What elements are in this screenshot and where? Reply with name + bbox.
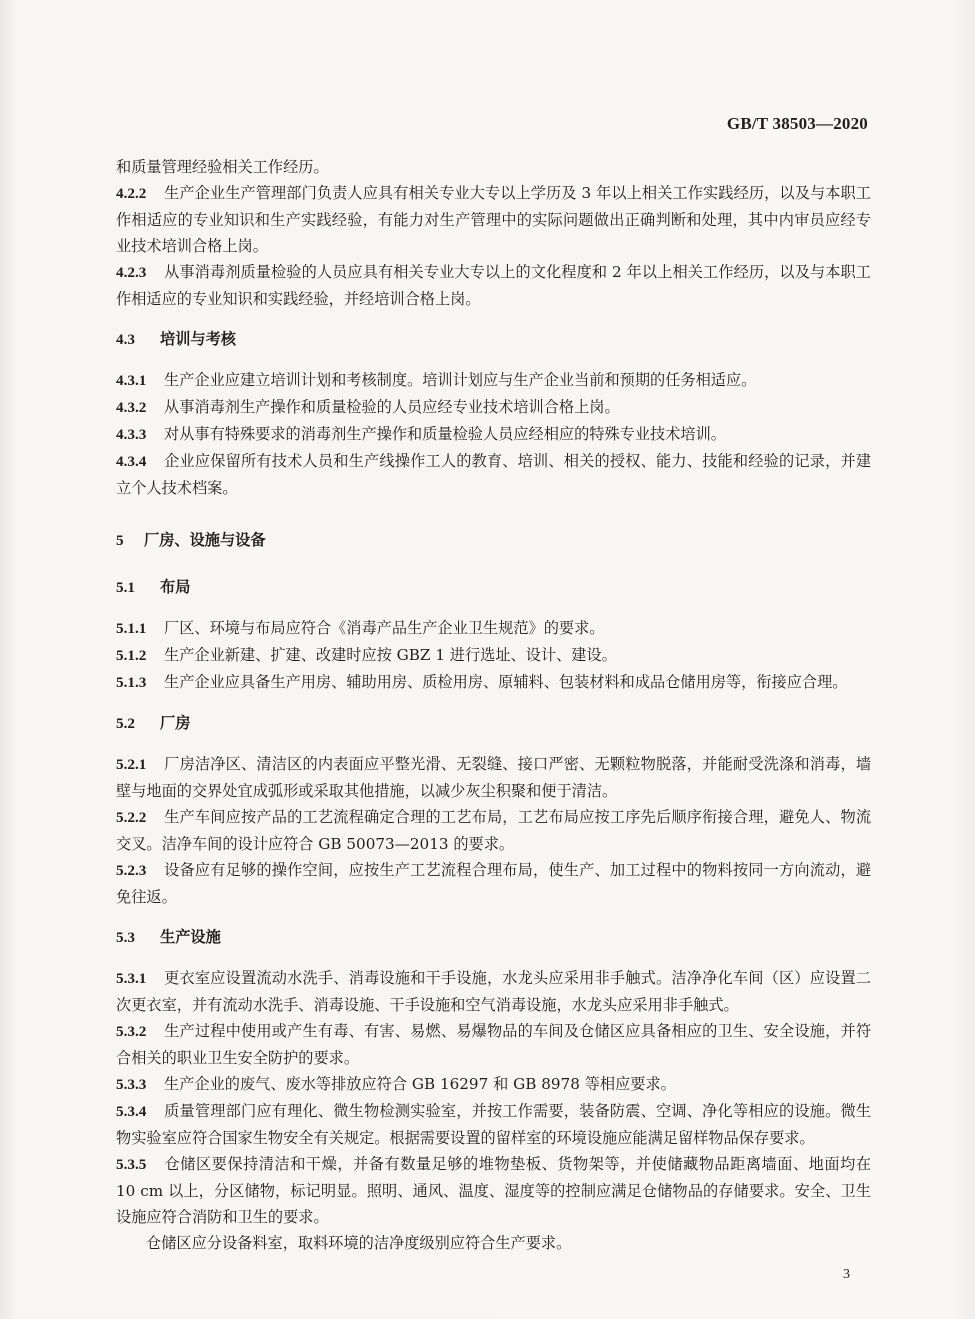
clause-text: 生产企业应具备生产用房、辅助用房、质检用房、原辅料、包装材料和成品仓储用房等，衔接应合理。	[164, 673, 848, 691]
clause-number: 5.2.3	[116, 862, 147, 879]
heading-5-3	[116, 924, 871, 951]
heading-5-2	[116, 710, 871, 737]
clause-number: 4.2.3	[116, 264, 147, 281]
heading-number: 5.2	[116, 715, 135, 732]
clause-number: 5.1.1	[116, 620, 147, 637]
clause-text: 厂房洁净区、清洁区的内表面应平整光滑、无裂缝、接口严密、无颗粒物脱落，并能耐受洗涤和消毒，墙壁与地面的交界处宜成弧形或采取其他措施，以减少灰尘积聚和便于清洁。	[116, 755, 871, 800]
clause-5-2-3	[116, 857, 871, 910]
clause-text: 生产企业的废气、废水等排放应符合 GB 16297 和 GB 8978 等相应要求。	[164, 1075, 676, 1093]
clause-5-1-1	[116, 615, 871, 642]
clause-text: 对从事有特殊要求的消毒剂生产操作和质量检验人员应经相应的特殊专业技术培训。	[164, 425, 726, 443]
standard-number-header: GB/T 38503—2020	[726, 114, 868, 133]
clause-5-2-2	[116, 804, 871, 857]
clause-number: 4.3.4	[116, 453, 147, 470]
clause-5-3-4	[116, 1098, 871, 1151]
clause-number: 4.2.2	[116, 185, 147, 202]
clause-text: 厂区、环境与布局应符合《消毒产品生产企业卫生规范》的要求。	[164, 619, 605, 637]
clause-4-3-2	[116, 394, 871, 421]
clause-5-2-1	[116, 751, 871, 804]
clause-4-3-4	[116, 448, 871, 501]
clause-4-2-3	[116, 259, 871, 312]
heading-number: 5.3	[116, 929, 135, 946]
clause-text: 更衣室应设置流动水洗手、消毒设施和干手设施，水龙头应采用非手触式。洁净净化车间（区）应设置二次更衣室，并有流动水洗手、消毒设施、干手设施和空气消毒设施，水龙头应采用非手触式。	[116, 969, 871, 1014]
clause-4-3-1	[116, 367, 871, 394]
heading-title: 布局	[160, 578, 191, 596]
clause-number: 4.3.1	[116, 372, 147, 389]
clause-text: 生产过程中使用或产生有毒、有害、易燃、易爆物品的车间及仓储区应具备相应的卫生、安全设施，并符合相关的职业卫生安全防护的要求。	[116, 1022, 871, 1067]
clause-4-2-2	[116, 180, 871, 259]
clause-number: 4.3.3	[116, 426, 147, 443]
clause-number: 5.2.1	[116, 756, 147, 773]
clause-5-3-1	[116, 965, 871, 1018]
clause-text: 生产车间应按产品的工艺流程确定合理的工艺布局，工艺布局应按工序先后顺序衔接合理，避免人、物流交叉。洁净车间的设计应符合 GB 50073—2013 的要求。	[116, 808, 871, 853]
heading-title: 生产设施	[160, 928, 221, 946]
clause-text: 生产企业生产管理部门负责人应具有相关专业大专以上学历及 3 年以上相关工作实践经历，以及与本职工作相适应的专业知识和生产实践经验，有能力对生产管理中的实际问题做出正确判断和处理，其中内审员应经专业技术培训合格上岗。	[116, 184, 871, 255]
heading-number: 5	[116, 532, 124, 549]
clause-text: 设备应有足够的操作空间，应按生产工艺流程合理布局，使生产、加工过程中的物料按同一方向流动，避免往返。	[116, 861, 871, 906]
heading-title: 厂房	[160, 714, 191, 732]
clause-number: 5.3.2	[116, 1023, 147, 1040]
clause-number: 5.3.4	[116, 1103, 147, 1120]
clause-text: 生产企业应建立培训计划和考核制度。培训计划应与生产企业当前和预期的任务相适应。	[164, 371, 757, 389]
clause-number: 5.1.3	[116, 674, 147, 691]
document-body	[116, 154, 871, 1256]
clause-number: 5.3.3	[116, 1076, 147, 1093]
heading-5-1	[116, 574, 871, 601]
clause-4-3-3	[116, 421, 871, 448]
clause-text: 从事消毒剂质量检验的人员应具有相关专业大专以上的文化程度和 2 年以上相关工作经历，以及与本职工作相适应的专业知识和实践经验，并经培训合格上岗。	[116, 263, 871, 308]
heading-title: 培训与考核	[160, 330, 236, 348]
clause-5-1-3	[116, 669, 871, 696]
heading-4-3	[116, 326, 871, 353]
clause-text: 质量管理部门应有理化、微生物检测实验室，并按工作需要，装备防震、空调、净化等相应的设施。微生物实验室应符合国家生物安全有关规定。根据需要设置的留样室的环境设施应能满足留样物品保存要求。	[116, 1102, 871, 1147]
clause-number: 5.1.2	[116, 647, 147, 664]
clause-text: 从事消毒剂生产操作和质量检验的人员应经专业技术培训合格上岗。	[164, 398, 620, 416]
heading-5	[116, 527, 871, 554]
page-number: 3	[843, 1267, 850, 1282]
clause-text: 仓储区要保持清洁和干燥，并备有数量足够的堆物垫板、货物架等，并使储藏物品距离墙面、地面均在 10 cm 以上，分区储物，标记明显。照明、通风、温度、湿度等的控制应满足仓储物品的存储要求。安全、卫生设施应符合消防和卫生的要求。	[116, 1155, 871, 1226]
clause-5-3-2	[116, 1018, 871, 1071]
clause-number: 5.2.2	[116, 809, 147, 826]
clause-text: 企业应保留所有技术人员和生产线操作工人的教育、培训、相关的授权、能力、技能和经验的记录，并建立个人技术档案。	[116, 452, 871, 497]
clause-5-3-5	[116, 1151, 871, 1230]
clause-text: 生产企业新建、扩建、改建时应按 GBZ 1 进行选址、设计、建设。	[164, 646, 617, 664]
heading-number: 5.1	[116, 579, 135, 596]
clause-number: 5.3.1	[116, 970, 147, 987]
clause-number: 5.3.5	[116, 1156, 147, 1173]
clause-5-3-5-continued: 仓储区应分设备料室，取料环境的洁净度级别应符合生产要求。	[146, 1234, 572, 1252]
heading-title: 厂房、设施与设备	[144, 531, 266, 549]
clause-number: 4.3.2	[116, 399, 147, 416]
heading-number: 4.3	[116, 331, 135, 348]
clause-5-1-2	[116, 642, 871, 669]
clause-5-3-3	[116, 1071, 871, 1098]
paragraph-continued: 和质量管理经验相关工作经历。	[116, 158, 329, 176]
